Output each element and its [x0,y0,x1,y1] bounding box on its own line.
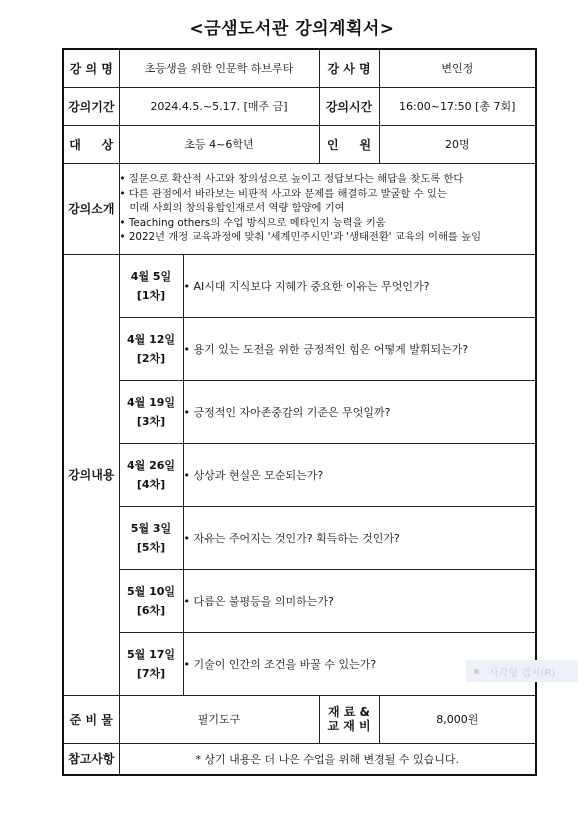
supplies-value: 필기도구 [119,695,319,743]
session-row [63,569,536,632]
session-round: [5차] [136,540,166,554]
session-question: • 용기 있는 도전을 위한 긍정적인 힘은 어떻게 발휘되는가? [183,317,536,380]
period-value: 2024.4.5.~5.17. [매주 금] [119,87,319,125]
instructor-label: 강 사 명 [319,49,379,87]
session-question: • 긍정적인 자아존중감의 기준은 무엇일까? [183,380,536,443]
fee-label [319,695,379,743]
fee-label-line2: 교 재 비 [327,719,371,733]
target-label: 대 상 [63,125,119,163]
fee-value: 8,000원 [379,695,536,743]
intro-label: 강의소개 [63,163,119,254]
session-date: 5월 17일 [126,647,176,661]
intro-list [119,163,536,254]
session-date-cell [119,254,183,317]
session-date: 4월 19일 [126,395,176,409]
target-value: 초등 4~6학년 [119,125,319,163]
lecture-name-label: 강 의 명 [63,49,119,87]
intro-item: • Teaching others의 수업 방식으로 메타인지 능력을 키움 [119,216,386,229]
session-question: • AI시대 지식보다 지혜가 중요한 이유는 무엇인가? [183,254,536,317]
session-date-cell [119,443,183,506]
session-date-cell [119,506,183,569]
session-question: • 기술이 인간의 조건을 바꿀 수 있는가? [183,632,536,695]
session-date: 4월 26일 [126,458,176,472]
intro-item: • 2022년 개정 교육과정에 맞춰 '세계민주시민'과 '생태전환' 교육의 이해를 높임 [119,231,482,244]
session-round: [4차] [136,477,166,491]
capacity-value: 20명 [379,125,536,163]
lecture-name-value: 초등생을 위한 인문학 하브루타 [119,49,319,87]
row-intro [63,163,536,254]
session-row [63,254,536,317]
session-round: [1차] [136,288,166,302]
row-period [63,87,536,125]
content-label: 강의내용 [63,254,119,695]
notes-value: * 상기 내용은 더 나은 수업을 위해 변경될 수 있습니다. [119,743,536,775]
capture-watermark [466,660,578,682]
notes-label: 참고사항 [63,743,119,775]
session-date: 5월 10일 [126,584,176,598]
row-notes [63,743,536,775]
row-supplies [63,695,536,743]
session-date: 4월 5일 [130,269,172,283]
session-date-cell [119,632,183,695]
session-round: [3차] [136,414,166,428]
session-date-cell [119,380,183,443]
time-value: 16:00~17:50 [총 7회] [379,87,536,125]
row-target [63,125,536,163]
intro-item: 미래 사회의 창의융합인재로서 역량 함양에 기여 [119,202,345,215]
session-question: • 다름은 불평등을 의미하는가? [183,569,536,632]
time-label: 강의시간 [319,87,379,125]
session-question: • 상상과 현실은 모순되는가? [183,443,536,506]
session-round: [6차] [136,603,166,617]
session-row [63,506,536,569]
period-label: 강의기간 [63,87,119,125]
session-date-cell [119,569,183,632]
session-date: 4월 12일 [126,332,176,346]
watermark-text: 사각형 캡처(R) [489,667,556,679]
fee-label-line1: 재 료 & [328,705,371,719]
watermark-dot-icon [474,669,479,674]
capacity-label: 인 원 [319,125,379,163]
session-round: [7차] [136,666,166,680]
session-date: 5월 3일 [130,521,172,535]
session-row [63,317,536,380]
instructor-value: 변인정 [379,49,536,87]
supplies-label: 준 비 물 [63,695,119,743]
intro-item: • 질문으로 확산적 사고와 창의성으로 높이고 정답보다는 해답을 찾도록 한다 [119,173,464,186]
session-round: [2차] [136,351,166,365]
document-title: <금샘도서관 강의계획서> [189,19,395,39]
session-date-cell [119,317,183,380]
row-lecture-name [63,49,536,87]
session-question: • 자유는 주어지는 것인가? 획득하는 것인가? [183,506,536,569]
session-row [63,380,536,443]
session-row [63,443,536,506]
intro-item: • 다른 관점에서 바라보는 비판적 사고와 문제를 해결하고 발굴할 수 있는 [119,187,447,200]
